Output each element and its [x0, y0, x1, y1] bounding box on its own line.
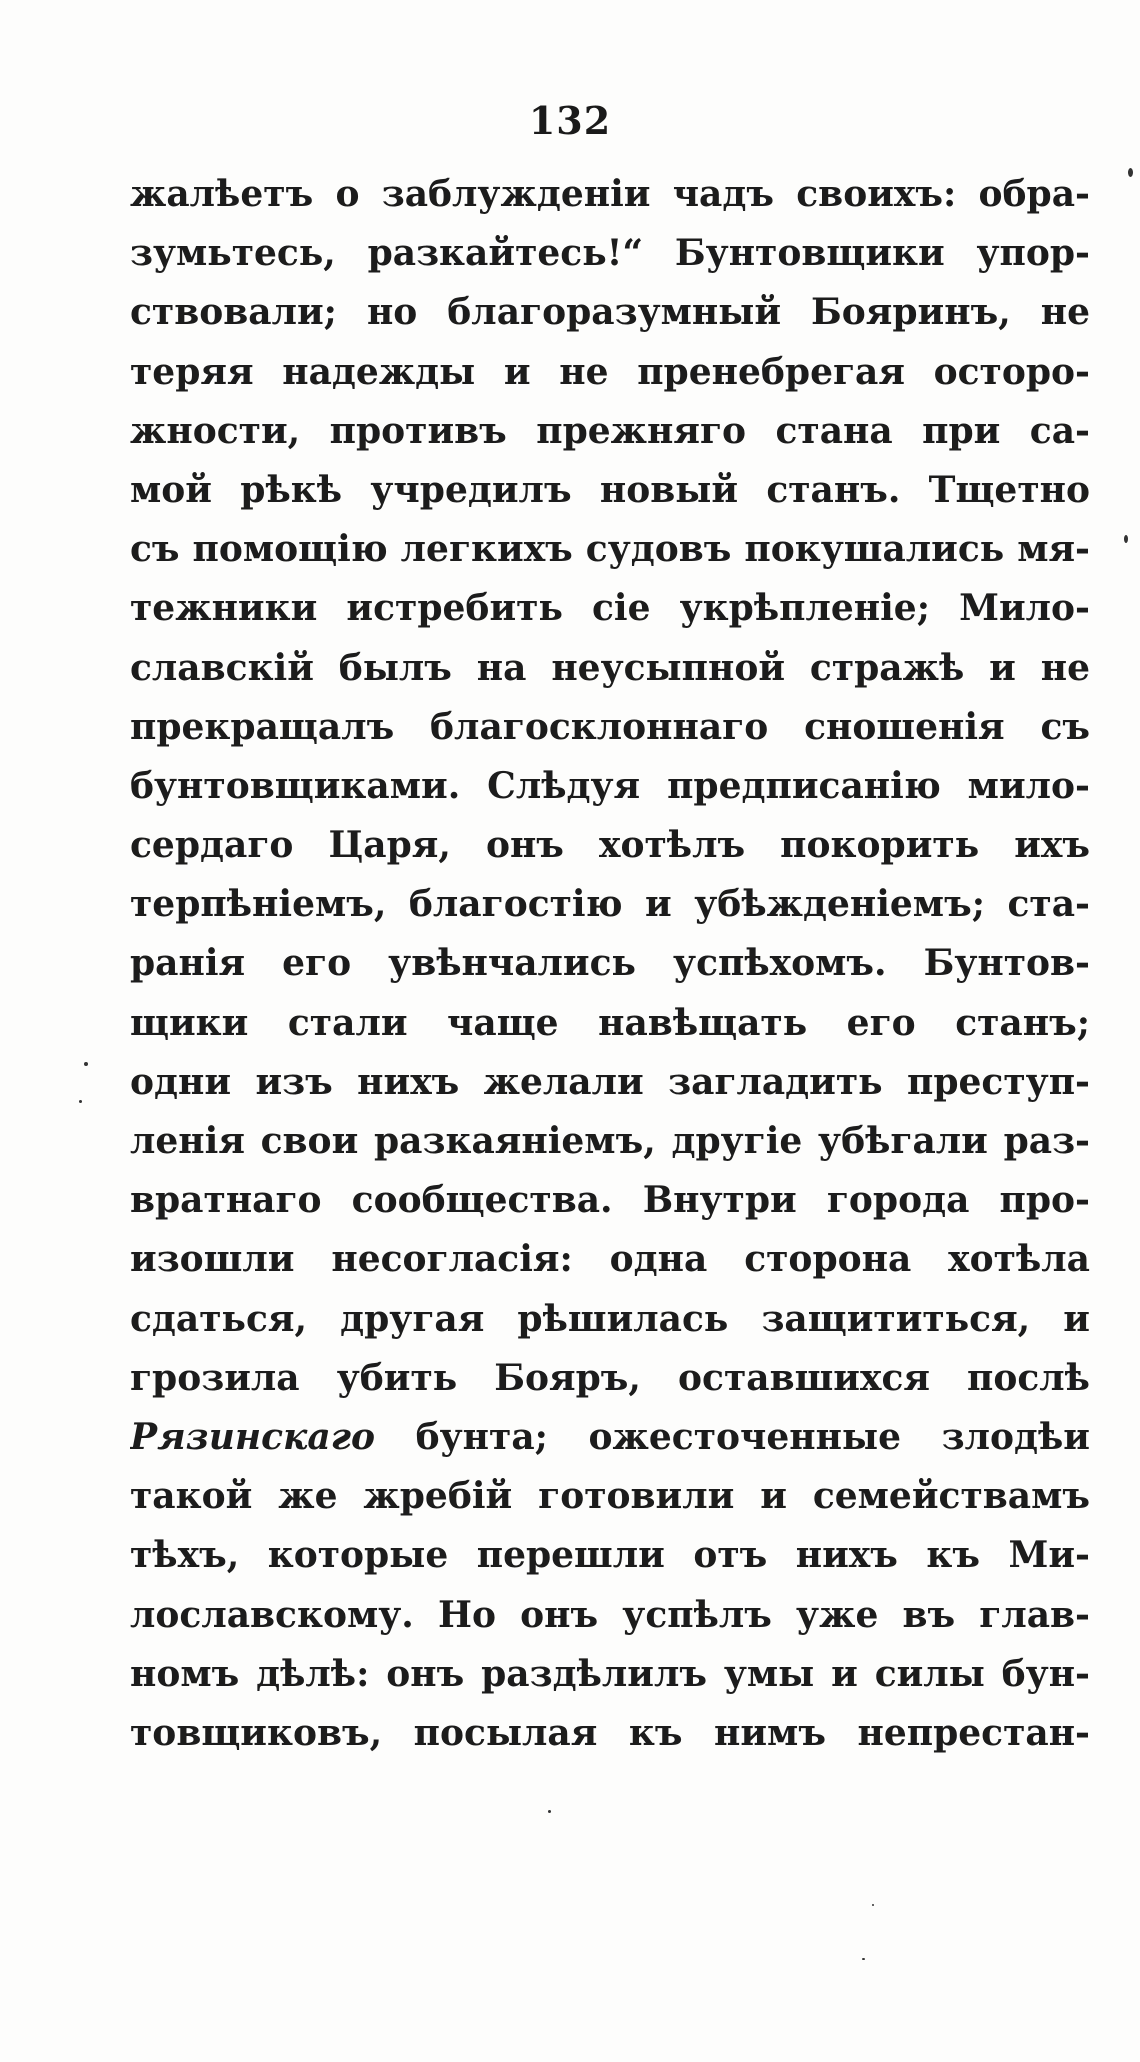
text-line: терпѣніемъ, благостію и убѣжденіемъ; ста-: [130, 883, 1090, 926]
text-line: изошли несогласія: одна сторона хотѣла: [130, 1238, 1090, 1281]
text-line: ленія свои разкаяніемъ, другіе убѣгали раз-: [130, 1120, 1090, 1162]
text-line: грозила убить Бояръ, оставшихся послѣ: [130, 1356, 1090, 1399]
scan-speck: [862, 1958, 865, 1960]
text-line: тежники истребить сіе укрѣпленіе; Мило-: [130, 587, 1090, 630]
text-line: жности, противъ прежняго стана при са-: [130, 409, 1090, 452]
text-line: бунтовщиками. Слѣдуя предписанію мило-: [130, 764, 1090, 807]
scan-speck: [84, 1062, 88, 1066]
text-line: мой рѣкѣ учредилъ новый станъ. Тщетно: [130, 468, 1090, 511]
body-text: [130, 165, 1090, 1763]
text-line-italic: [130, 1408, 1090, 1467]
scan-speck: [1128, 168, 1133, 177]
page-number: 132: [528, 98, 612, 143]
text-line: ствовали; но благоразумный Бояринъ, не: [130, 291, 1090, 334]
text-line: съ помощію легкихъ судовъ покушались мя-: [130, 528, 1090, 571]
text-line: славскій былъ на неусыпной стражѣ и не: [130, 646, 1090, 689]
text-line: ранія его увѣнчались успѣхомъ. Бунтов-: [130, 942, 1090, 985]
text-line: вратнаго сообщества. Внутри города про-: [130, 1179, 1090, 1222]
text-line-rest: бунта; ожесточенные злодѣи: [415, 1415, 1090, 1458]
text-line: номъ дѣлѣ: онъ раздѣлилъ умы и силы бун-: [130, 1652, 1090, 1695]
scan-speck: [79, 1100, 82, 1103]
text-line: лославскому. Но онъ успѣлъ уже въ глав-: [130, 1593, 1090, 1636]
scan-speck: [1124, 535, 1128, 543]
text-line: товщиковъ, посылая къ нимъ непрестан-: [130, 1711, 1090, 1754]
text-line: теряя надежды и не пренебрегая осторо-: [130, 350, 1090, 393]
text-line: щики стали чаще навѣщать его станъ;: [130, 1001, 1090, 1044]
text-line: сердаго Царя, онъ хотѣлъ покорить ихъ: [130, 824, 1090, 867]
text-line: прекращалъ благосклоннаго сношенія съ: [130, 705, 1090, 748]
text-line: жалѣетъ о заблужденіи чадъ своихъ: обра-: [130, 173, 1090, 215]
scan-speck: [548, 1810, 551, 1813]
text-line: тѣхъ, которые перешли отъ нихъ къ Ми-: [130, 1534, 1090, 1577]
text-line: зумьтесь, разкайтесь!“ Бунтовщики упор-: [130, 232, 1090, 275]
scan-speck: [872, 1904, 874, 1906]
text-line: такой же жребій готовили и семействамъ: [130, 1475, 1090, 1518]
italic-word: Рязинскаго: [130, 1415, 375, 1458]
text-line: одни изъ нихъ желали загладить преступ-: [130, 1060, 1090, 1103]
text-line: сдаться, другая рѣшилась защититься, и: [130, 1297, 1090, 1340]
